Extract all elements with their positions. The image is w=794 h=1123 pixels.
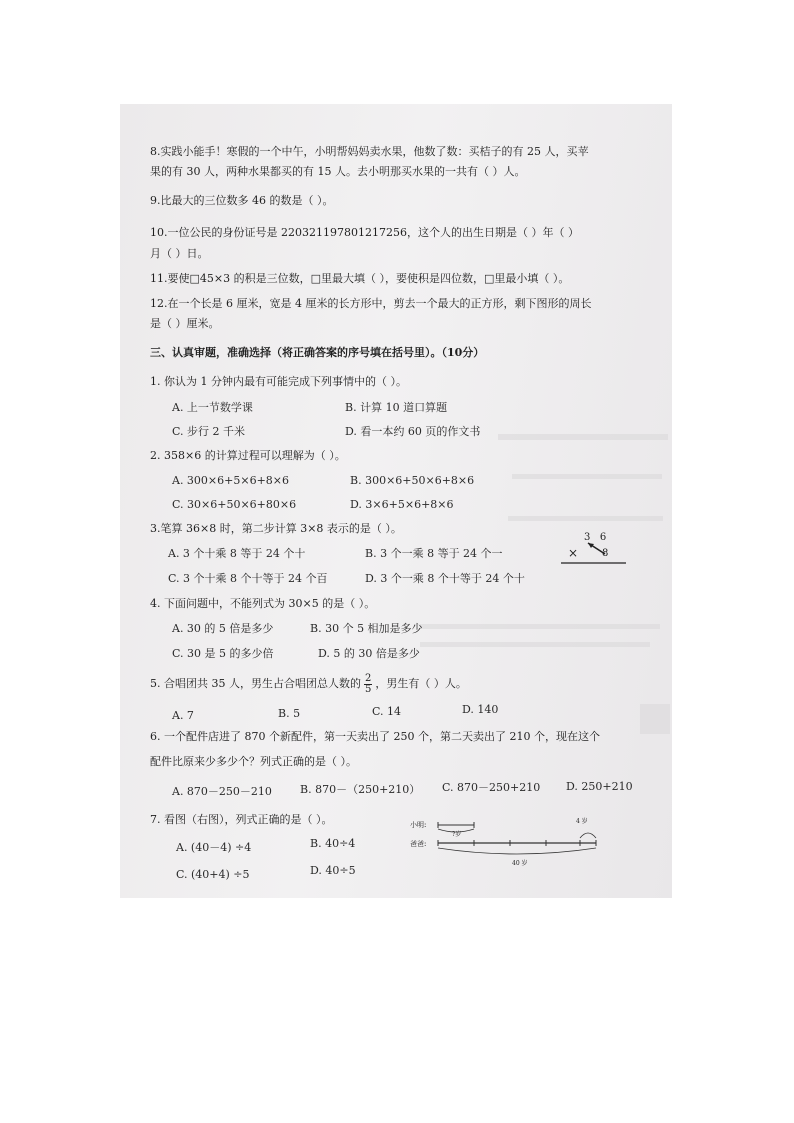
choice-q6-line2: 配件比原来少多少个？列式正确的是（ ）。	[150, 755, 357, 768]
choice-q5-stem	[150, 670, 467, 698]
q11: 11.要使□45×3 的积是三位数，□里最大填（ ），要使积是四位数，□里最小填（ ）。	[150, 272, 570, 285]
choice-q3-option-b: B. 3 个一乘 8 等于 24 个一	[365, 547, 503, 560]
choice-q6-option-b: B. 870－（250+210）	[300, 783, 421, 796]
vertical-multiplication-diagram	[558, 532, 628, 576]
choice-q1-option-a: A. 上一节数学课	[172, 401, 253, 414]
choice-q6-option-d: D. 250+210	[566, 780, 633, 793]
choice-q5-option-b: B. 5	[278, 707, 301, 720]
choice-q7-option-a: A. (40－4) ÷4	[176, 841, 252, 854]
choice-q3-stem: 3.笔算 36×8 时，第二步计算 3×8 表示的是（ ）。	[150, 522, 402, 535]
bleed-through-mark	[420, 642, 650, 647]
choice-q5-option-a: A. 7	[172, 709, 194, 722]
bleed-through-mark	[512, 474, 662, 479]
q8-line2: 果的有 30 人，两种水果都买的有 15 人。去小明那买水果的一共有（ ）人。	[150, 165, 526, 178]
choice-q2-stem: 2. 358×6 的计算过程可以理解为（ ）。	[150, 449, 346, 462]
segment-lines	[408, 814, 608, 874]
choice-q2-option-a: A. 300×6+5×6+8×6	[172, 474, 290, 487]
xiaoming-age-unknown: ?岁	[452, 831, 462, 838]
choice-q6-option-c: C. 870－250+210	[442, 781, 541, 794]
choice-q2-option-b: B. 300×6+50×6+8×6	[350, 474, 475, 487]
section-3-heading: 三、认真审题，准确选择（将正确答案的序号填在括号里）。（10分）	[150, 346, 485, 359]
total-age-label: 40 岁	[512, 860, 528, 867]
bleed-through-mark	[420, 624, 660, 629]
choice-q4-stem: 4. 下面问题中，不能列式为 30×5 的是（ ）。	[150, 597, 376, 610]
choice-q5-stem-part2: ，男生有（ ）人。	[375, 677, 467, 690]
q8-line1: 8.实践小能手！寒假的一个中午，小明帮妈妈卖水果，他数了数：买桔子的有 25 人，买苹	[150, 145, 589, 158]
choice-q6-line1: 6. 一个配件店进了 870 个新配件，第一天卖出了 250 个，第二天卖出了 210 个，现在这个	[150, 730, 600, 743]
choice-q3-option-d: D. 3 个一乘 8 个十等于 24 个十	[365, 572, 525, 585]
choice-q2-option-c: C. 30×6+50×6+80×6	[172, 498, 297, 511]
choice-q4-option-b: B. 30 个 5 相加是多少	[310, 622, 423, 635]
label-baba: 爸爸:	[410, 840, 427, 848]
q10-line1: 10.一位公民的身份证号是 220321197801217256，这个人的出生日期是（ ）年（ ）	[150, 226, 579, 239]
choice-q5-option-d: D. 140	[462, 703, 499, 716]
choice-q7-option-d: D. 40÷5	[310, 864, 356, 877]
q10-line2: 月（ ）日。	[150, 247, 209, 260]
choice-q5-option-c: C. 14	[372, 705, 402, 718]
choice-q3-option-c: C. 3 个十乘 8 个十等于 24 个百	[168, 572, 328, 585]
times-sign: ×	[568, 546, 579, 560]
q12-line1: 12.在一个长是 6 厘米，宽是 4 厘米的长方形中，剪去一个最大的正方形，剩下图形的周长	[150, 297, 592, 310]
fraction-numerator: 2	[364, 672, 372, 684]
choice-q4-option-c: C. 30 是 5 的多少倍	[172, 647, 274, 660]
choice-q6-option-a: A. 870－250－210	[172, 785, 272, 798]
q12-line2: 是（ ）厘米。	[150, 317, 220, 330]
choice-q4-option-d: D. 5 的 30 倍是多少	[318, 647, 420, 660]
multiplicand-digits: 3 6	[584, 532, 607, 543]
choice-q7-option-b: B. 40÷4	[310, 837, 356, 850]
choice-q3-option-a: A. 3 个十乘 8 等于 24 个十	[168, 547, 306, 560]
bleed-through-mark	[498, 434, 668, 440]
choice-q7-option-c: C. (40+4) ÷5	[176, 868, 250, 881]
age-line-diagram	[408, 814, 608, 874]
fraction-denominator: 5	[364, 683, 372, 695]
fraction-two-fifths	[364, 674, 372, 695]
carry-arrow-icon	[558, 532, 628, 576]
choice-q2-option-d: D. 3×6+5×6+8×6	[350, 498, 454, 511]
scanned-exam-photo	[120, 104, 672, 898]
choice-q4-option-a: A. 30 的 5 倍是多少	[172, 622, 274, 635]
choice-q1-stem: 1. 你认为 1 分钟内最有可能完成下列事情中的（ ）。	[150, 375, 407, 388]
q9: 9.比最大的三位数多 46 的数是（ ）。	[150, 194, 334, 207]
multiplier-digit: 8	[602, 548, 609, 559]
choice-q7-stem: 7. 看图（右图），列式正确的是（ ）。	[150, 813, 333, 826]
label-xiaoming: 小明:	[410, 821, 427, 829]
choice-q1-option-c: C. 步行 2 千米	[172, 425, 246, 438]
extra-age-label: 4 岁	[576, 818, 588, 825]
choice-q5-stem-part1: 5. 合唱团共 35 人，男生占合唱团总人数的	[150, 677, 361, 690]
choice-q1-option-d: D. 看一本约 60 页的作文书	[345, 425, 481, 438]
bleed-through-mark	[640, 704, 670, 734]
bleed-through-mark	[508, 516, 663, 521]
choice-q1-option-b: B. 计算 10 道口算题	[345, 401, 448, 414]
